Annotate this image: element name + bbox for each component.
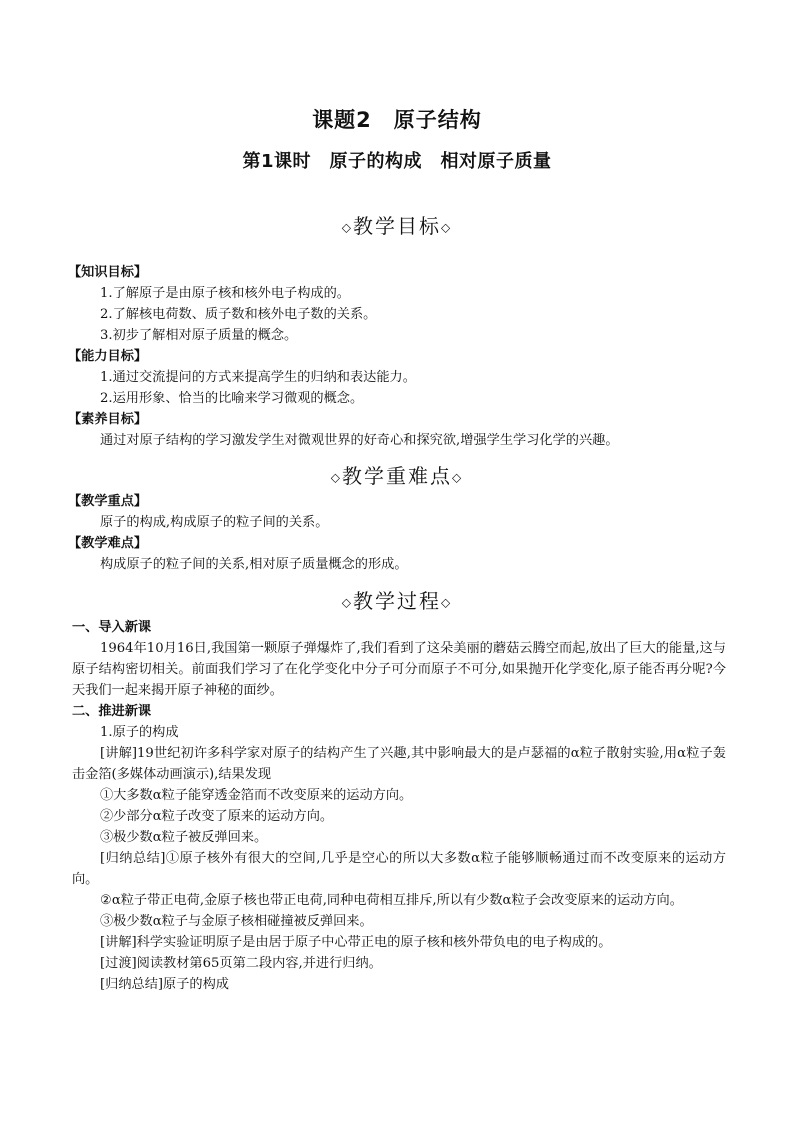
ability-goals-label: 【能力目标】 bbox=[68, 349, 148, 364]
paragraph: [讲解]19世纪初许多科学家对原子的结构产生了兴趣,其中影响最大的是卢瑟福的α粒子散射实验,用α粒子轰击金箔(多媒体动画演示),结果发现 bbox=[72, 746, 726, 782]
section-heading-process bbox=[0, 585, 794, 614]
goals-block bbox=[68, 262, 726, 451]
section-title: 教学目标 bbox=[353, 214, 441, 238]
list-item: [讲解]科学实验证明原子是由居于原子中心带正电的原子核和核外带负电的电子构成的。 bbox=[100, 935, 612, 950]
quality-goals-label: 【素养目标】 bbox=[68, 412, 148, 427]
list-item: 1.通过交流提问的方式来提高学生的归纳和表达能力。 bbox=[100, 370, 416, 385]
list-item: 3.初步了解相对原子质量的概念。 bbox=[100, 328, 298, 343]
list-item: 通过对原子结构的学习激发学生对微观世界的好奇心和探究欲,增强学生学习化学的兴趣。 bbox=[100, 433, 619, 448]
section-title: 教学重难点 bbox=[342, 464, 452, 488]
teaching-difficulty-label: 【教学难点】 bbox=[68, 536, 148, 551]
list-item: ②少部分α粒子改变了原来的运动方向。 bbox=[100, 809, 334, 824]
paragraph: ②α粒子带正电荷,金原子核也带正电荷,同种电荷相互排斥,所以有少数α粒子会改变原来的运动方向。 bbox=[100, 893, 683, 908]
knowledge-goals-label: 【知识目标】 bbox=[68, 265, 148, 280]
teaching-focus-text: 原子的构成,构成原子的粒子间的关系。 bbox=[100, 515, 329, 530]
page-subtitle: 第1课时 原子的构成 相对原子质量 bbox=[242, 151, 552, 172]
keypoints-block bbox=[68, 491, 726, 575]
diamond-icon: ◇ bbox=[452, 470, 464, 485]
teaching-focus-label: 【教学重点】 bbox=[68, 494, 148, 509]
intro-heading: 一、导入新课 bbox=[72, 620, 152, 635]
paragraph: [归纳总结]①原子核外有很大的空间,几乎是空心的所以大多数α粒子能够顺畅通过而不改变原来的运动方向。 bbox=[72, 851, 726, 887]
list-item: ③极少数α粒子与金原子核相碰撞被反弹回来。 bbox=[100, 914, 373, 929]
page-title: 课题2 原子结构 bbox=[312, 108, 482, 132]
process-block bbox=[72, 617, 726, 995]
section-heading-goals bbox=[0, 210, 794, 239]
list-item: [过渡]阅读教材第65页第二段内容,并进行归纳。 bbox=[100, 956, 382, 971]
diamond-icon: ◇ bbox=[330, 470, 342, 485]
section-heading-keypoints bbox=[0, 460, 794, 489]
diamond-icon: ◇ bbox=[441, 220, 453, 235]
list-item: 1.了解原子是由原子核和核外电子构成的。 bbox=[100, 286, 350, 301]
new-lesson-heading: 二、推进新课 bbox=[72, 704, 152, 719]
list-item: 1.原子的构成 bbox=[100, 725, 179, 740]
list-item: ①大多数α粒子能穿透金箔而不改变原来的运动方向。 bbox=[100, 788, 413, 803]
teaching-difficulty-text: 构成原子的粒子间的关系,相对原子质量概念的形成。 bbox=[100, 557, 408, 572]
list-item: 2.运用形象、恰当的比喻来学习微观的概念。 bbox=[100, 391, 364, 406]
section-title: 教学过程 bbox=[353, 589, 441, 613]
list-item: ③极少数α粒子被反弹回来。 bbox=[100, 830, 268, 845]
diamond-icon: ◇ bbox=[441, 595, 453, 610]
list-item: 2.了解核电荷数、质子数和核外电子数的关系。 bbox=[100, 307, 377, 322]
intro-paragraph: 1964年10月16日,我国第一颗原子弹爆炸了,我们看到了这朵美丽的蘑菇云腾空而起,放出了巨大的能量,这与原子结构密切相关。前面我们学习了在化学变化中分子可分而原子不可分,如果抛开化学变化,原子能否再分呢?今天我们一起来揭开原子神秘的面纱。 bbox=[72, 641, 726, 698]
diamond-icon: ◇ bbox=[341, 595, 353, 610]
list-item: [归纳总结]原子的构成 bbox=[100, 977, 229, 992]
diamond-icon: ◇ bbox=[341, 220, 353, 235]
